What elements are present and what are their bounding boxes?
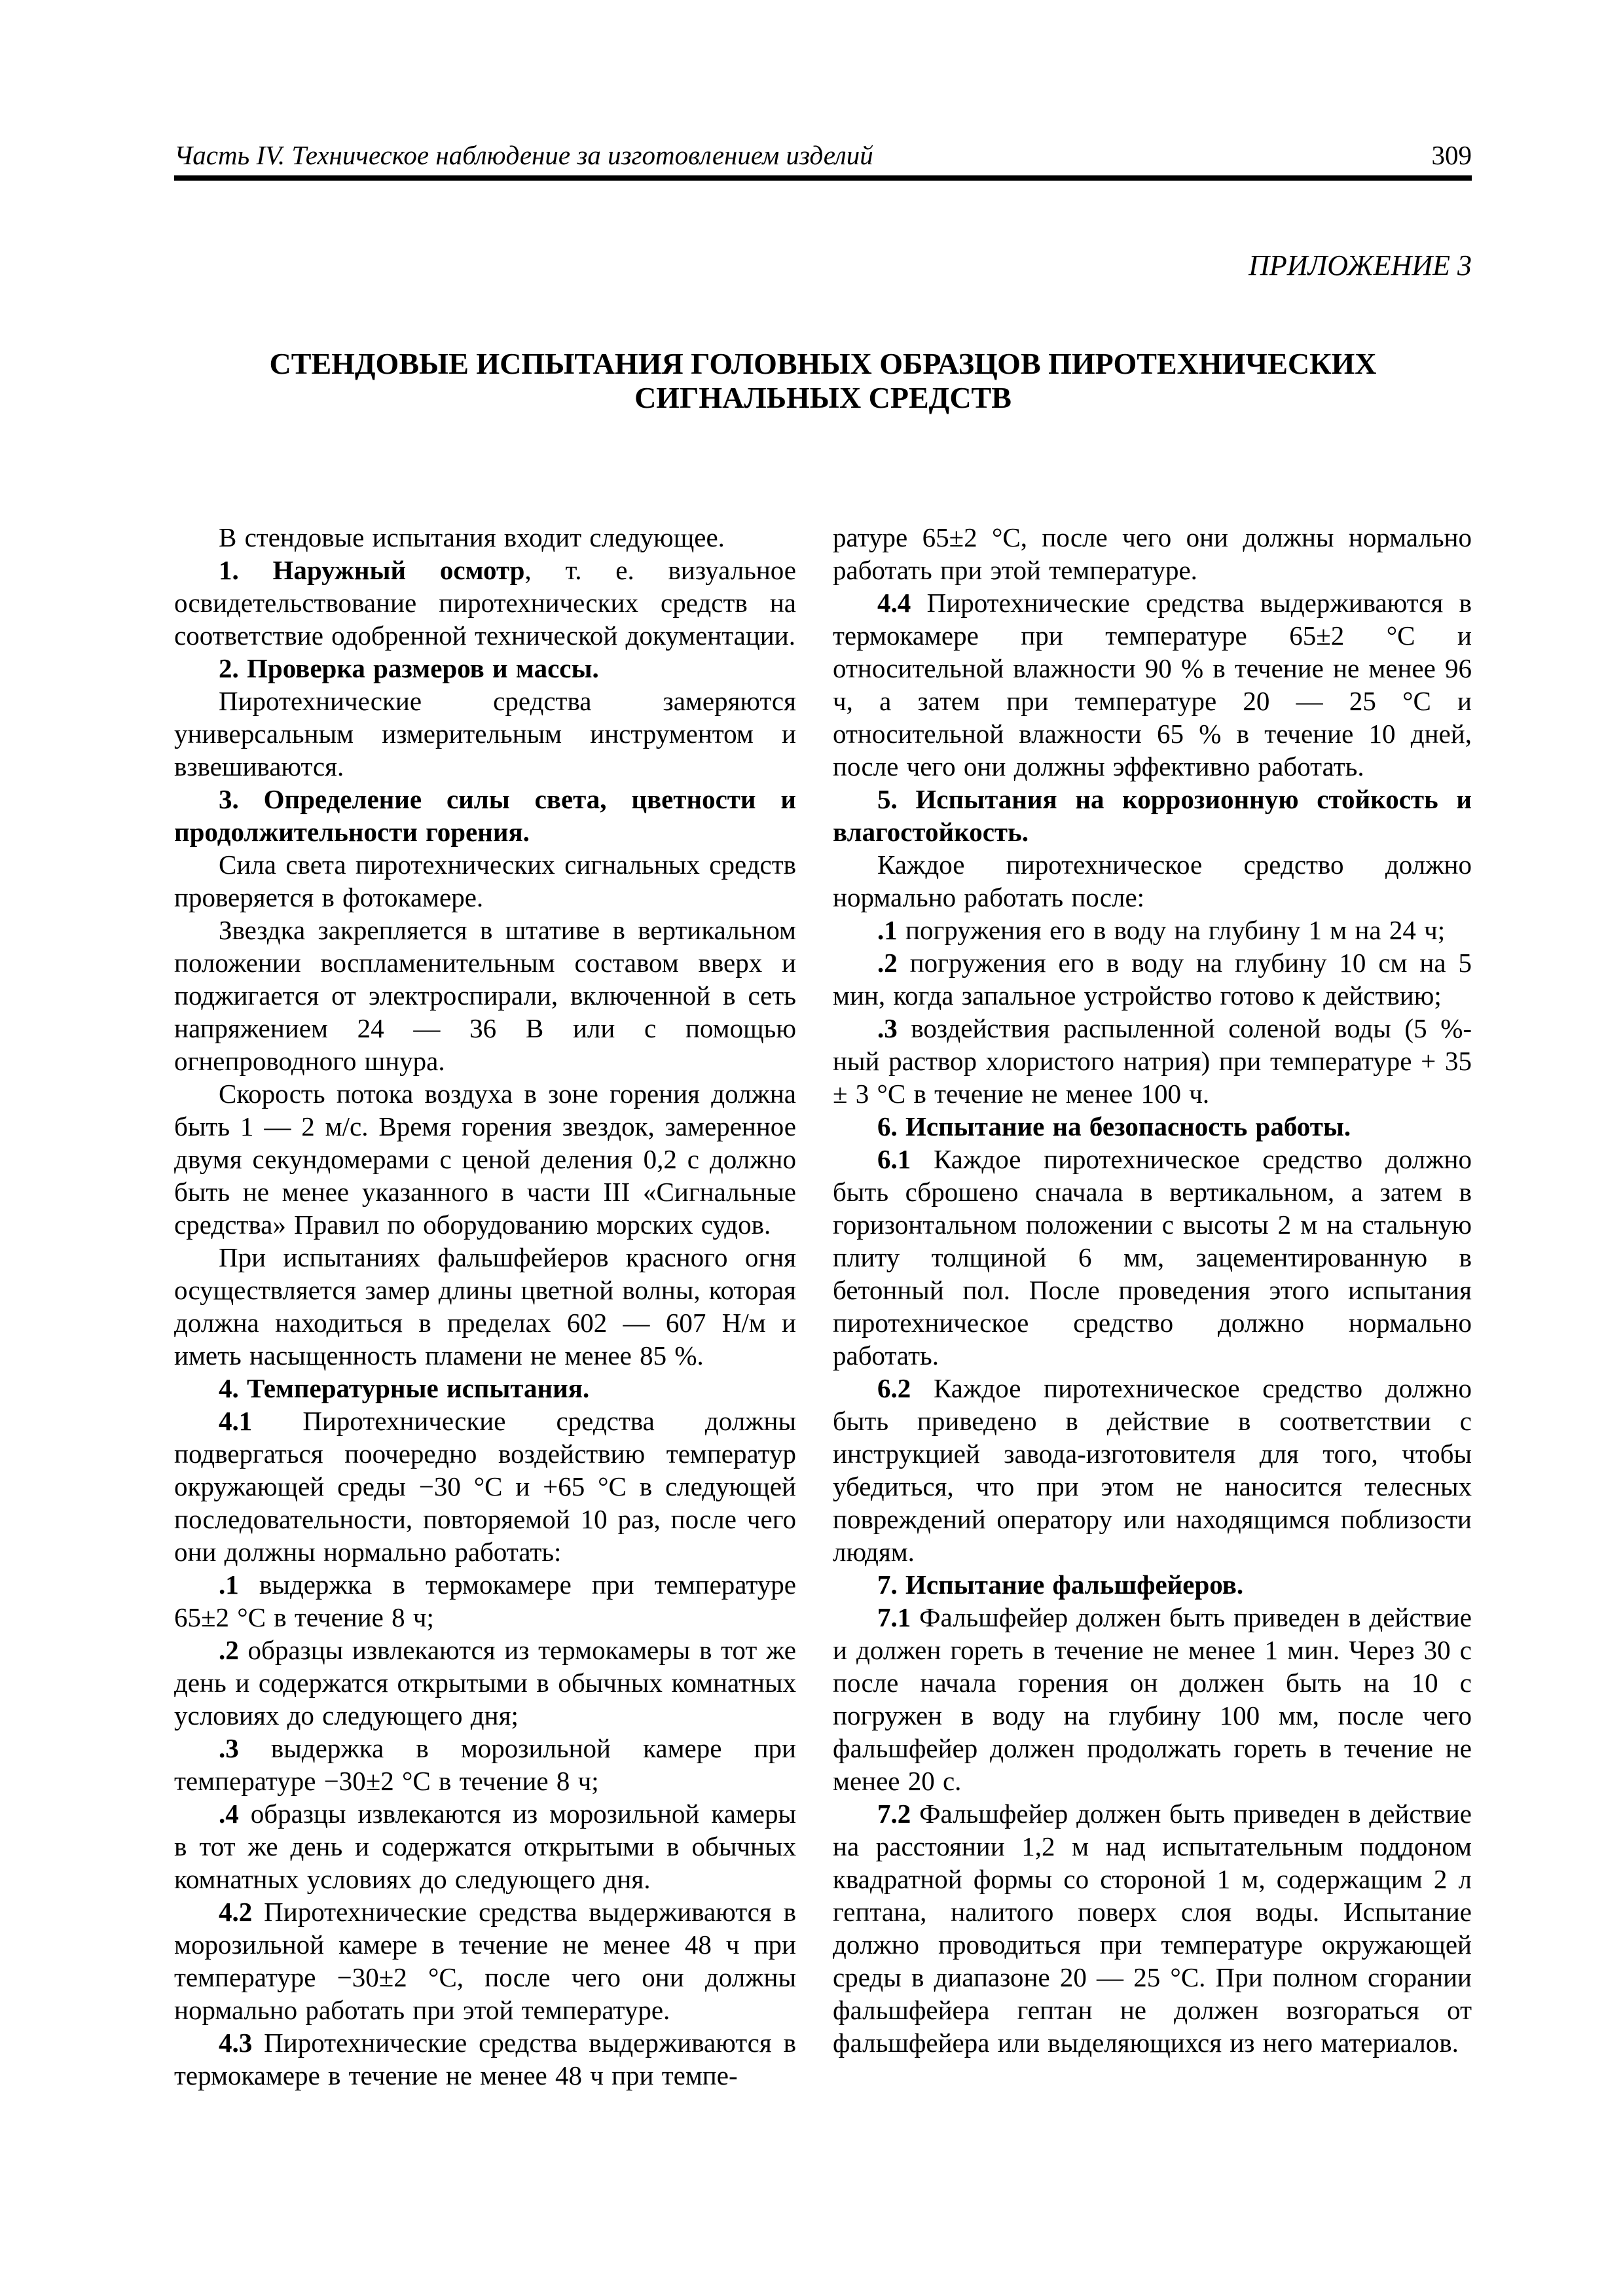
paragraph (174, 783, 796, 848)
paragraph-text: воздействия распыленной соленой воды (5 %-ный раствор хлористого натрия) при температуре + 35 ± 3 °С в течение не менее 100 ч. (833, 1013, 1472, 1109)
paragraph-text: образцы извлекаются из морозильной камеры в тот же день и содержатся открытыми в обычных комнатных условиях до следующего дня. (174, 1799, 796, 1894)
paragraph-text: Каждое пиротехническое средство должно нормально работать после: (833, 850, 1472, 912)
paragraph (174, 1405, 796, 1568)
paragraph (174, 848, 796, 914)
paragraph (833, 521, 1472, 586)
paragraph-text: Пиротехнические средства выдерживаются в морозильной камере в течение не менее 48 ч при температуре −30±2 °С, после чего они должны нормально работать при этой температуре. (174, 1897, 796, 2025)
paragraph-bold-text: 4.4 (877, 588, 911, 618)
paragraph (833, 946, 1472, 1012)
paragraph-bold-text: 6. Испытание на безопасность работы. (877, 1111, 1351, 1141)
paragraph-text: Пиротехнические средства выдерживаются в термокамере в течение не менее 48 ч при темпе- (174, 2028, 796, 2090)
paragraph-text: погружения его в воду на глубину 1 м на 24 ч; (897, 915, 1446, 945)
paragraph (174, 1732, 796, 1797)
paragraph (174, 1634, 796, 1732)
paragraph-bold-text: .3 (877, 1013, 898, 1043)
paragraph-text: Звездка закрепляется в штативе в вертикальном положении воспламенительным составом вверх и поджигается от электроспирали, включенной в сеть напряжением 24 — 36 В или с помощью огнепроводного шнура. (174, 915, 796, 1076)
running-title: Часть IV. Техническое наблюдение за изготовлением изделий (174, 140, 873, 170)
paragraph-bold-text: 7.1 (877, 1602, 911, 1632)
paragraph (833, 586, 1472, 783)
paragraph-bold-text: .2 (219, 1635, 239, 1665)
paragraph-text: Сила света пиротехнических сигнальных средств проверяется в фотокамере. (174, 850, 796, 912)
paragraph-text: Пиротехнические средства выдерживаются в термокамере при температуре 65±2 °С и относительной влажности 90 % в течение не менее 96 ч, а затем при температуре 20 — 25 °С и относительной влажности 65 % в течение 10 дней, после чего они должны эффективно работать. (833, 588, 1472, 781)
paragraph-text: выдержка в морозильной камере при температуре −30±2 °С в течение 8 ч; (174, 1733, 796, 1796)
paragraph (833, 783, 1472, 848)
paragraph-text: Каждое пиротехническое средство должно быть сброшено сначала в вертикальном, а затем в горизонтальном положении с высоты 2 м на стальную плиту толщиной 6 мм, зацементированную в бетонный пол. После проведения этого испытания пиротехническое средство должно нормально работать. (833, 1144, 1472, 1371)
paragraph (833, 1143, 1472, 1372)
paragraph-bold-text: 6.2 (877, 1373, 911, 1403)
paragraph (174, 1568, 796, 1634)
paragraph-text: В стендовые испытания входит следующее. (219, 522, 725, 552)
paragraph (833, 1110, 1472, 1143)
paragraph (833, 1797, 1472, 2059)
paragraph (833, 1601, 1472, 1797)
paragraph-text: Фальшфейер должен быть приведен в действие и должен гореть в течение не менее 1 мин. Через 30 с после начала горения он должен быть на 10 с погружен в воду на глубину 100 мм, после чего фальшфейер должен продолжать гореть в течение не менее 20 с. (833, 1602, 1472, 1796)
paragraph-bold-text: 3. Определение силы света, цветности и продолжительности горения. (174, 784, 796, 847)
paragraph-bold-text: 4. Температурные испытания. (219, 1373, 590, 1403)
column-left (174, 521, 796, 2092)
paragraph-bold-text: .1 (219, 1570, 239, 1600)
paragraph-bold-text: .3 (219, 1733, 239, 1763)
paragraph (174, 1372, 796, 1405)
paragraph-text: выдержка в термокамере при температуре 65±2 °С в течение 8 ч; (174, 1570, 796, 1632)
paragraph (174, 1077, 796, 1241)
header-rule (174, 175, 1472, 181)
paragraph-text: Пиротехнические средства замеряются универсальным измерительным инструментом и взвешиваются. (174, 686, 796, 781)
paragraph-bold-text: 4.3 (219, 2028, 253, 2058)
paragraph (174, 652, 796, 685)
page-header (174, 140, 1472, 170)
paragraph-bold-text: 4.2 (219, 1897, 253, 1927)
paragraph (174, 1241, 796, 1372)
paragraph-text: Скорость потока воздуха в зоне горения должна быть 1 — 2 м/с. Время горения звездок, замеренное двумя секундомерами с ценой деления 0,2 с должно быть не менее указанного в части III «Сигнальные средства» Правил по оборудованию морских судов. (174, 1079, 796, 1240)
paragraph-text: образцы извлекаются из термокамеры в тот же день и содержатся открытыми в обычных комнатных условиях до следующего дня; (174, 1635, 796, 1731)
paragraph-bold-text: 5. Испытания на коррозионную стойкость и влагостойкость. (833, 784, 1472, 847)
page-number: 309 (1431, 140, 1472, 170)
paragraph-text: Пиротехнические средства должны подвергаться поочередно воздействию температур окружающей среды −30 °С и +65 °С в следующей последовательности, повторяемой 10 раз, после чего они должны нормально работать: (174, 1406, 796, 1567)
paragraph (174, 914, 796, 1077)
paragraph (174, 521, 796, 554)
paragraph-text: При испытаниях фальшфейеров красного огня осуществляется замер длины цветной волны, которая должна находиться в пределах 602 — 607 Н/м и иметь насыщенность пламени не менее 85 %. (174, 1242, 796, 1371)
paragraph (174, 685, 796, 783)
paragraph (833, 914, 1472, 946)
paragraph (174, 1797, 796, 1895)
text-columns (174, 521, 1472, 2092)
paragraph-bold-text: 7. Испытание фальшфейеров. (877, 1570, 1244, 1600)
paragraph (833, 1012, 1472, 1110)
paragraph (174, 2026, 796, 2092)
paragraph-text: ратуре 65±2 °С, после чего они должны нормально работать при этой температуре. (833, 522, 1472, 585)
paragraph-bold-text: 4.1 (219, 1406, 253, 1436)
paragraph-bold-text: .1 (877, 915, 898, 945)
paragraph-bold-text: .2 (877, 948, 898, 978)
paragraph (833, 1372, 1472, 1568)
column-right (833, 521, 1472, 2092)
paragraph-bold-text: 7.2 (877, 1799, 911, 1829)
paragraph-bold-text: 6.1 (877, 1144, 911, 1174)
paragraph-text: погружения его в воду на глубину 10 см на 5 мин, когда запальное устройство готово к действию; (833, 948, 1472, 1011)
paragraph-bold-text: .4 (219, 1799, 239, 1829)
page-title-line-2: СИГНАЛЬНЫХ СРЕДСТВ (634, 381, 1012, 414)
paragraph (833, 1568, 1472, 1601)
paragraph (833, 848, 1472, 914)
appendix-label: ПРИЛОЖЕНИЕ 3 (1249, 249, 1472, 281)
paragraph (174, 1895, 796, 2026)
page-title-line-1: СТЕНДОВЫЕ ИСПЫТАНИЯ ГОЛОВНЫХ ОБРАЗЦОВ ПИРОТЕХНИЧЕСКИХ (269, 347, 1377, 380)
paragraph (174, 554, 796, 652)
paragraph-bold-text: 2. Проверка размеров и массы. (219, 653, 599, 683)
paragraph-bold-text: 1. Наружный осмотр (219, 555, 525, 585)
paragraph-text: Каждое пиротехническое средство должно быть приведено в действие в соответствии с инструкцией завода-изготовителя для того, чтобы убедиться, что при этом не наносится телесных повреждений оператору или находящимся поблизости людям. (833, 1373, 1472, 1567)
page-title (174, 347, 1472, 415)
paragraph-text: Фальшфейер должен быть приведен в действие на расстоянии 1,2 м над испытательным поддоном квадратной формы со стороной 1 м, содержащим 2 л гептана, налитого поверх слоя воды. Испытание должно проводиться при температуре окружающей среды в диапазоне 20 — 25 °С. При полном сгорании фальшфейера гептан не должен возгораться от фальшфейера или выделяющихся из него материалов. (833, 1799, 1472, 2058)
paragraph-text: , т. е. визуальное освидетельствование пиротехнических средств на соответствие одобренной технической документации. (174, 555, 796, 651)
